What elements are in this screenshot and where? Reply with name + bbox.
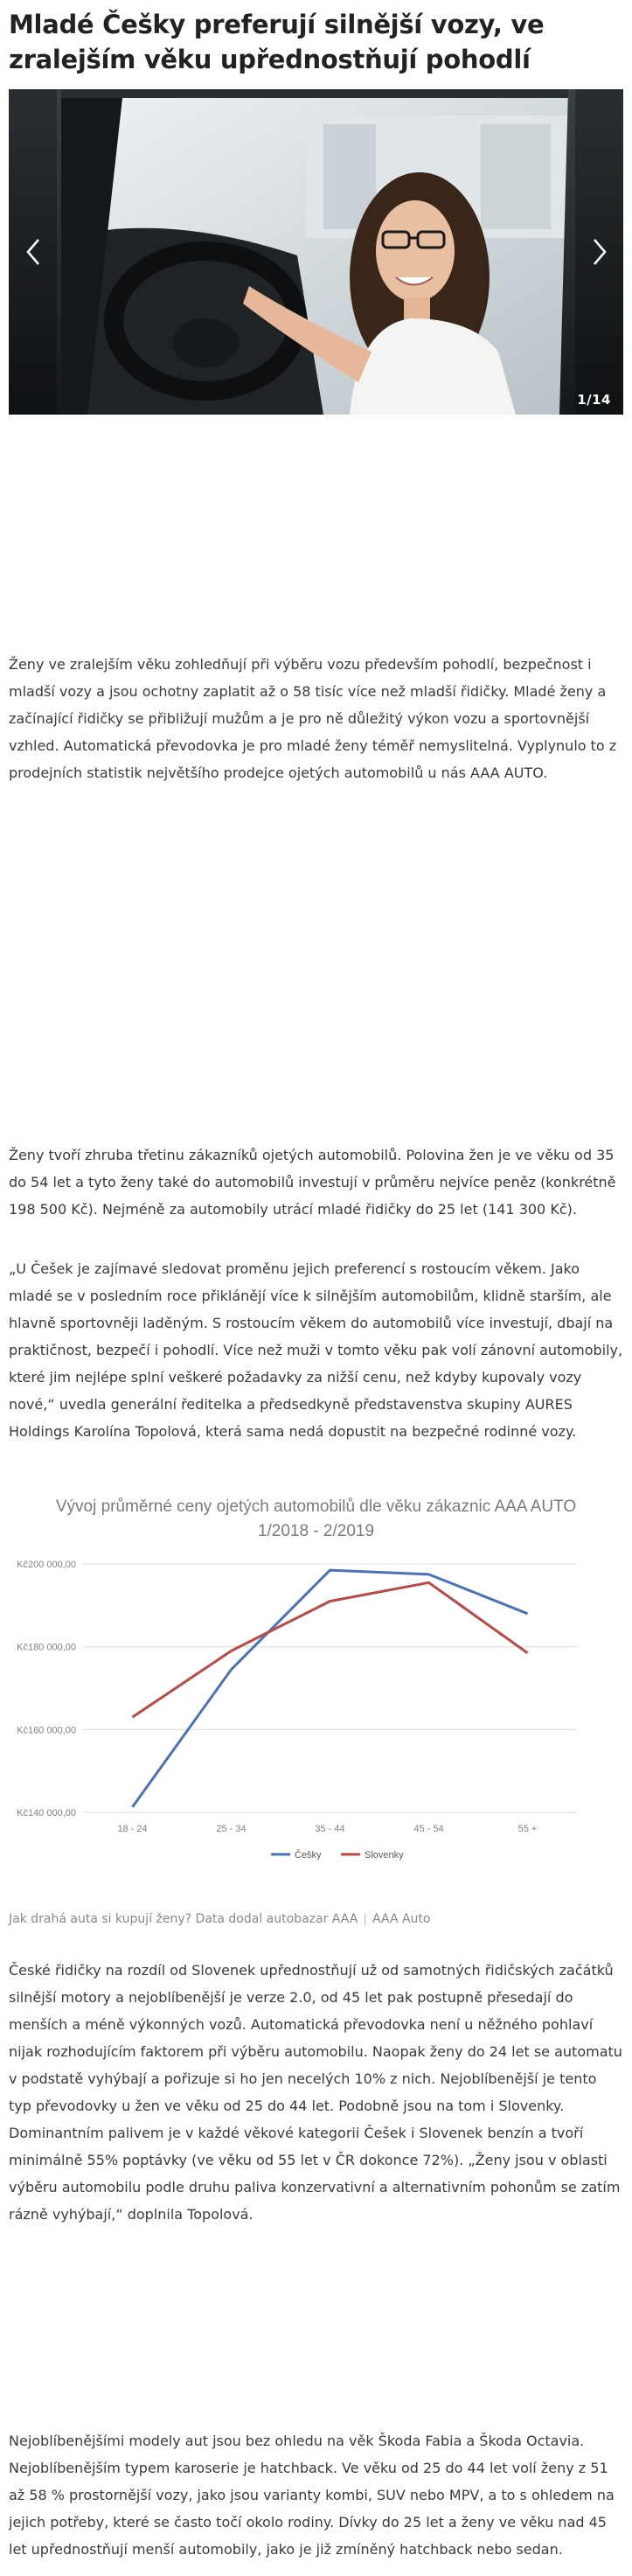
chart-title: Vývoj průměrné ceny ojetých automobilů dle věku zákaznic AAA AUTO xyxy=(55,1497,577,1516)
paragraph-quote: „U Češek je zajímavé sledovat proměnu jejich preferencí s rostoucím věkem. Jako mladé se v posledním roce přiklánějí více k silnějším automobilům, klidně starším, ale hlavně sportovněji laděným. S rostoucím věkem do automobilů více investují, dbají na praktičnost, bezpečí i pohodlí. Více než muži v tomto věku pak volí zánovní automobily, které jim nejlépe splní veškeré požadavky za nižší cenu, než kdyby kupovaly vozy nové,“ uvedla generální ředitelka a předsedkyně představenstva skupiny AURES Holdings Karolína Topolová, která sama nedá dopustit na bezpečné rodinné vozy. xyxy=(9,1260,623,1440)
caption-text: Jak drahá auta si kupují ženy? Data dodal autobazar AAA xyxy=(9,1912,358,1926)
gallery-prev-button[interactable] xyxy=(9,89,57,415)
series-line-češky xyxy=(133,1570,528,1807)
y-tick-label: Kč180 000,00 xyxy=(17,1642,76,1653)
y-tick-label: Kč160 000,00 xyxy=(17,1725,76,1736)
legend-label: Slovenky xyxy=(365,1850,404,1860)
gallery-next-button[interactable] xyxy=(575,89,623,415)
x-tick-label: 25 - 34 xyxy=(216,1824,247,1834)
chart-caption xyxy=(9,1912,623,1926)
chart-plot xyxy=(9,1548,623,1863)
x-tick-label: 18 - 24 xyxy=(117,1824,148,1834)
x-tick-label: 45 - 54 xyxy=(413,1824,444,1834)
paragraph-models: Nejoblíbenějšími modely aut jsou bez ohledu na věk Škoda Fabia a Škoda Octavia. Nejoblíbenějším typem karoserie je hatchback. Ve věku od 25 do 44 let volí ženy z 51 až 58 % prostornější vozy, jako jsou varianty kombi, SUV nebo MPV, a to s ohledem na jejich potřeby, které se často točí okolo rodiny. Dívky do 25 let a ženy ve věku nad 45 let upřednostňují menší automobily, jako je již zmíněný hatchback nebo sedan. xyxy=(9,2433,615,2558)
legend-label: Češky xyxy=(295,1850,322,1860)
series-line-slovenky xyxy=(133,1582,528,1717)
y-tick-label: Kč140 000,00 xyxy=(17,1808,76,1819)
article-title: Mladé Češky preferují silnější vozy, ve zralejším věku upřednostňují pohodlí xyxy=(9,10,545,74)
chart-subtitle: 1/2018 - 2/2019 xyxy=(257,1522,375,1540)
chevron-left-icon xyxy=(24,237,42,267)
photo-gallery[interactable] xyxy=(9,89,623,415)
paragraph-preferences: České řidičky na rozdíl od Slovenek upřednostňují už od samotných řidičských začátků silnější motory a nejoblíbenější je verze 2.0, od 45 let pak postupně přesedají do menších a méně výkonných vozů. Automatická převodovka není u něžného pohlaví nijak rozhodujícím faktorem při výběru automobilu. Naopak ženy do 24 let se automatu v podstatě vyhýbají a pořizuje si ho jen necelých 10% z nich. Nejoblíbenější je tento typ převodovky u žen ve věku od 25 do 44 let. Podobně jsou na tom i Slovenky. Dominantním palivem je v každé věkové kategorii Češek i Slovenek benzín a tvoří minimálně 55% poptávky (ve věku od 55 let v ČR dokonce 72%). „Ženy jsou v oblasti výběru automobilu podle druhu paliva konzervativní a alternativním pohonům se zatím rázně vyhýbají,“ doplnila Topolová. xyxy=(9,1962,622,2223)
gallery-counter: 1/14 xyxy=(577,392,611,408)
paragraph-intro: Ženy ve zralejším věku zohledňují při výběru vozu především pohodlí, bezpečnost i mladší vozy a jsou ochotny zaplatit až o 58 tisíc více než mladší řidičky. Mladé ženy a začínající řidičky se přibližují mužům a je pro ně důležitý výkon vozu a sportovnější vzhled. Automatická převodovka je pro mladé ženy téměř nemyslitelná. Vyplynulo to z prodejních statistik největšího prodejce ojetých automobilů u nás AAA AUTO. xyxy=(9,656,617,781)
caption-credit: AAA Auto xyxy=(372,1912,431,1926)
price-chart xyxy=(9,1496,623,1863)
x-tick-label: 35 - 44 xyxy=(315,1824,345,1834)
paragraph-customers: Ženy tvoří zhruba třetinu zákazníků ojetých automobilů. Polovina žen je ve věku od 35 do 54 let a tyto ženy také do automobilů investují v průměru nejvíce peněz (konkrétně 198 500 Kč). Nejméně za automobily utrácí mladé řidičky do 25 let (141 300 Kč). xyxy=(9,1147,616,1218)
gallery-photo xyxy=(9,89,623,415)
caption-separator: | xyxy=(363,1912,368,1926)
y-tick-label: Kč200 000,00 xyxy=(17,1560,76,1570)
x-tick-label: 55 + xyxy=(517,1824,538,1834)
chevron-right-icon xyxy=(591,237,608,267)
